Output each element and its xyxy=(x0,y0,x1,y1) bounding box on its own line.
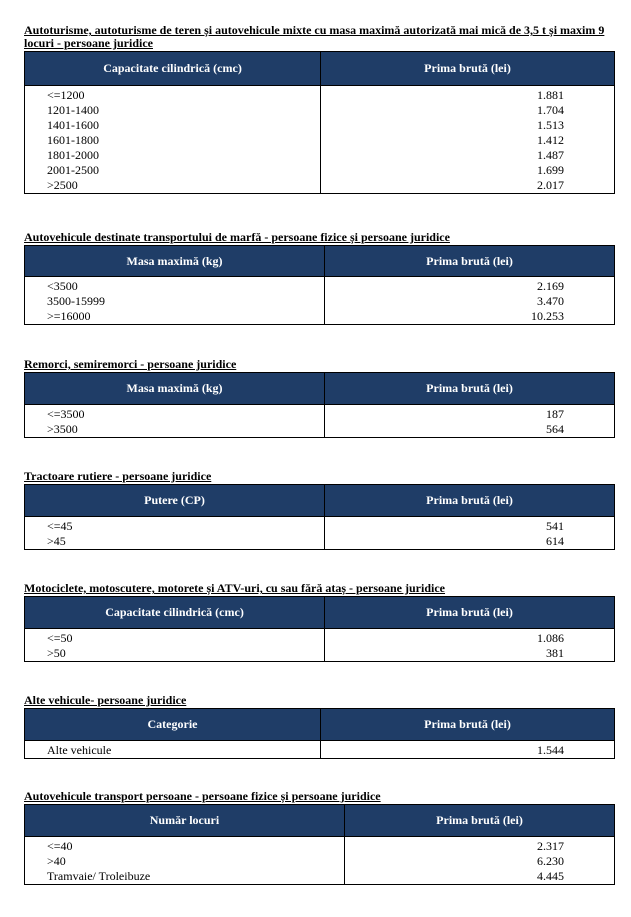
section-title: Tractoare rutiere - persoane juridice xyxy=(24,469,212,483)
table-cell: >50 xyxy=(25,646,325,662)
table-row xyxy=(25,517,615,535)
table-cell: 1801-2000 xyxy=(25,148,321,163)
column-header: Masa maximă (kg) xyxy=(25,373,325,405)
table-row xyxy=(25,837,615,855)
table-cell: 1.544 xyxy=(321,741,615,759)
table-cell: 1201-1400 xyxy=(25,103,321,118)
table-cell: 10.253 xyxy=(325,309,615,325)
table-cell: 6.230 xyxy=(345,854,615,869)
table-cell: >40 xyxy=(25,854,345,869)
table-cell: 3500-15999 xyxy=(25,294,325,309)
table-row xyxy=(25,133,615,148)
table-cell: 3.470 xyxy=(325,294,615,309)
table-row xyxy=(25,294,615,309)
section-title: Autovehicule destinate transportului de marfă - persoane fizice și persoane juridice xyxy=(24,230,450,244)
column-header: Categorie xyxy=(25,709,321,741)
table-cell: 1.513 xyxy=(321,118,615,133)
column-header: Prima brută (lei) xyxy=(321,709,615,741)
premium-table xyxy=(24,245,615,325)
table-row xyxy=(25,309,615,325)
section-alte-vehicule xyxy=(24,694,614,759)
column-header: Capacitate cilindrică (cmc) xyxy=(25,52,321,86)
table-cell: <=45 xyxy=(25,517,325,535)
column-header: Capacitate cilindrică (cmc) xyxy=(25,597,325,629)
table-row xyxy=(25,405,615,423)
table-cell: <=3500 xyxy=(25,405,325,423)
table-row xyxy=(25,103,615,118)
table-cell: <=50 xyxy=(25,629,325,647)
section-title: Motociclete, motoscutere, motorete și ATV-uri, cu sau fără ataș - persoane juridice xyxy=(24,581,446,595)
table-cell: <3500 xyxy=(25,277,325,295)
table-row xyxy=(25,534,615,550)
table-cell: <=40 xyxy=(25,837,345,855)
table-cell: >3500 xyxy=(25,422,325,438)
table-cell: 1401-1600 xyxy=(25,118,321,133)
premium-table xyxy=(24,51,615,194)
premium-table xyxy=(24,804,615,885)
table-row xyxy=(25,869,615,885)
section-title: Autovehicule transport persoane - persoane fizice și persoane juridice xyxy=(24,789,381,803)
table-cell: 1.412 xyxy=(321,133,615,148)
section-transport-marfa xyxy=(24,231,614,325)
table-cell: 2001-2500 xyxy=(25,163,321,178)
section-motociclete xyxy=(24,582,614,662)
table-cell: 541 xyxy=(325,517,615,535)
column-header: Prima brută (lei) xyxy=(325,373,615,405)
table-cell: >=16000 xyxy=(25,309,325,325)
table-cell: 2.169 xyxy=(325,277,615,295)
premium-table xyxy=(24,708,615,759)
table-row xyxy=(25,118,615,133)
table-cell: Alte vehicule xyxy=(25,741,321,759)
table-row xyxy=(25,277,615,295)
table-cell: 564 xyxy=(325,422,615,438)
premium-table xyxy=(24,372,615,438)
table-row xyxy=(25,629,615,647)
table-cell: 2.017 xyxy=(321,178,615,194)
section-autoturisme xyxy=(24,24,614,194)
section-tractoare xyxy=(24,470,614,550)
table-row xyxy=(25,646,615,662)
table-cell: >45 xyxy=(25,534,325,550)
premium-table xyxy=(24,596,615,662)
table-cell: 1.487 xyxy=(321,148,615,163)
table-row xyxy=(25,422,615,438)
table-row xyxy=(25,178,615,194)
column-header: Putere (CP) xyxy=(25,485,325,517)
table-cell: 1.704 xyxy=(321,103,615,118)
table-cell: 1.881 xyxy=(321,86,615,104)
column-header: Prima brută (lei) xyxy=(325,485,615,517)
premium-table xyxy=(24,484,615,550)
table-cell: 1.086 xyxy=(325,629,615,647)
column-header: Masa maximă (kg) xyxy=(25,246,325,277)
table-row xyxy=(25,854,615,869)
table-cell: 4.445 xyxy=(345,869,615,885)
column-header: Prima brută (lei) xyxy=(325,597,615,629)
table-cell: 1601-1800 xyxy=(25,133,321,148)
section-title: Alte vehicule- persoane juridice xyxy=(24,693,187,707)
column-header: Prima brută (lei) xyxy=(321,52,615,86)
section-title: Autoturisme, autoturisme de teren și autovehicule mixte cu masa maximă autorizată mai mică de 3,5 t și maxim 9 locuri - persoane juridice xyxy=(24,23,605,50)
table-cell: 614 xyxy=(325,534,615,550)
column-header: Prima brută (lei) xyxy=(345,805,615,837)
table-row xyxy=(25,741,615,759)
section-title: Remorci, semiremorci - persoane juridice xyxy=(24,357,237,371)
table-cell: 187 xyxy=(325,405,615,423)
table-row xyxy=(25,148,615,163)
table-cell: Tramvaie/ Troleibuze xyxy=(25,869,345,885)
table-cell: >2500 xyxy=(25,178,321,194)
table-row xyxy=(25,86,615,104)
table-row xyxy=(25,163,615,178)
section-transport-persoane xyxy=(24,790,614,885)
table-cell: <=1200 xyxy=(25,86,321,104)
table-cell: 381 xyxy=(325,646,615,662)
section-remorci xyxy=(24,358,614,438)
column-header: Număr locuri xyxy=(25,805,345,837)
column-header: Prima brută (lei) xyxy=(325,246,615,277)
table-cell: 2.317 xyxy=(345,837,615,855)
table-cell: 1.699 xyxy=(321,163,615,178)
